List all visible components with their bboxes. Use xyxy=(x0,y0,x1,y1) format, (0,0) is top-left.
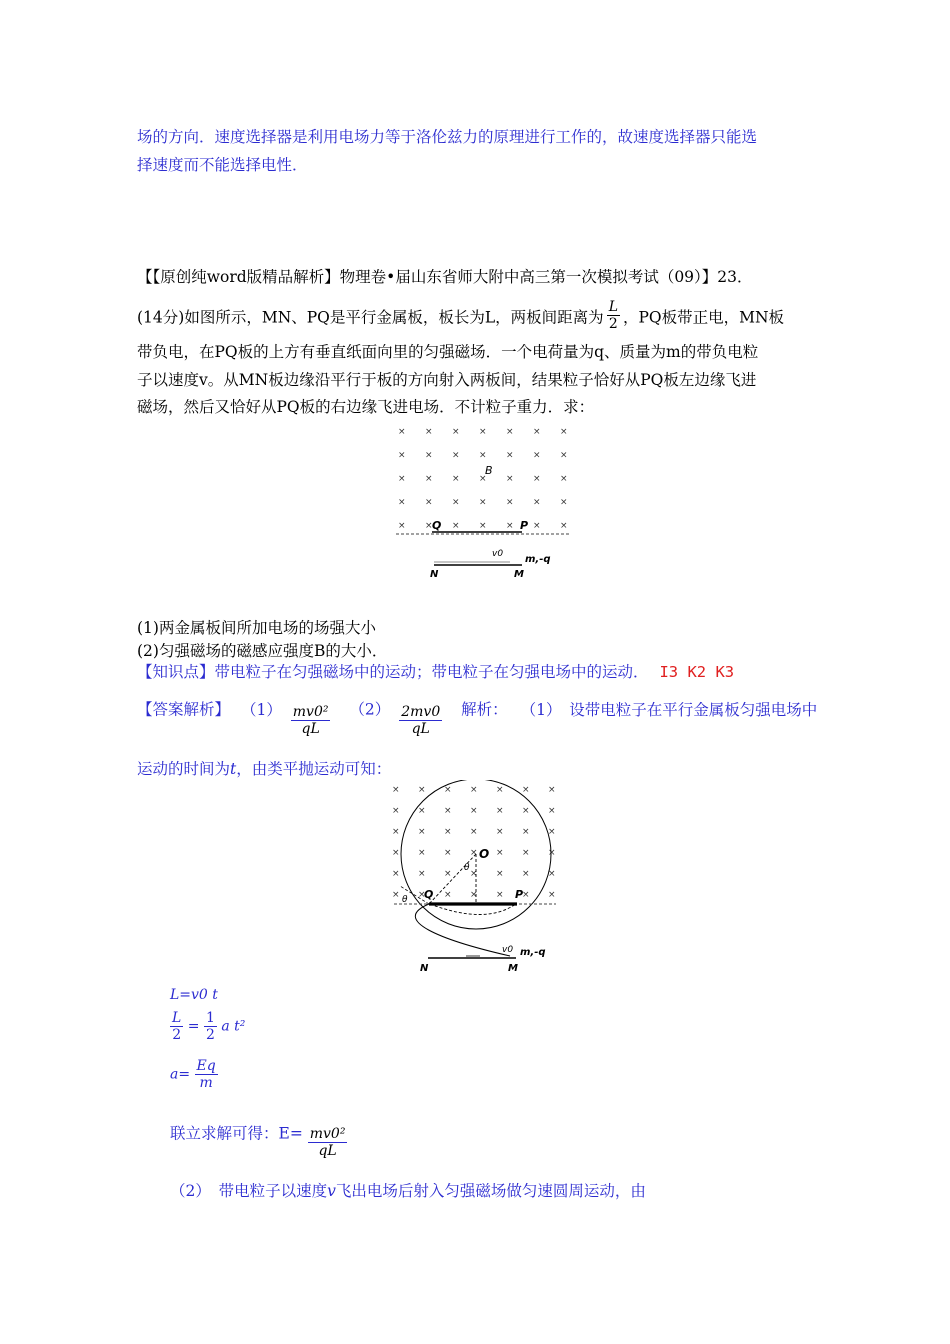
cross-mark: × xyxy=(398,450,406,461)
cross-mark: × xyxy=(452,521,460,531)
answer-1-fraction: $\frac{\text{mv0²}}{qL}$ xyxy=(292,704,329,737)
cross-mark: × xyxy=(496,827,504,837)
answer-2-fraction: $\frac{2mv0}{qL}$ xyxy=(401,704,441,737)
cross-mark: × xyxy=(392,890,400,900)
label-O: O xyxy=(479,847,490,861)
cross-mark: × xyxy=(506,427,514,437)
cross-mark: × xyxy=(392,869,400,879)
cross-mark: × xyxy=(444,890,452,900)
label-v0: v0 xyxy=(492,549,504,559)
question-line-2: 带负电，在PQ板的上方有垂直纸面向里的匀强磁场．一个电荷量为q、质量为m的带负电粒 xyxy=(137,343,759,361)
cross-mark: × xyxy=(560,521,568,531)
cross-mark: × xyxy=(506,497,514,508)
question-sub-1: (1)两金属板间所加电场的场强大小 xyxy=(137,619,376,637)
figure-1-diagram xyxy=(392,422,572,582)
cross-mark: × xyxy=(560,427,568,437)
cross-mark: × xyxy=(398,497,406,508)
cross-mark: × xyxy=(418,806,426,816)
knowledge-codes: I3 K2 K3 xyxy=(659,663,735,681)
cross-mark: × xyxy=(392,806,400,816)
cross-mark: × xyxy=(444,785,452,795)
label-theta-2: θ xyxy=(402,895,408,905)
cross-mark: × xyxy=(444,806,452,816)
question-line-1: (14分)如图所示，MN、PQ是平行金属板，板长为L，两板间距离为 $\frac{L}{2}$ ，PQ板带正电，MN板 xyxy=(137,299,785,332)
cross-mark: × xyxy=(444,848,452,858)
question-sub-2: (2)匀强磁场的磁感应强度B的大小． xyxy=(137,642,388,660)
answer-line-2: 运动的时间为t，由类平抛运动可知： xyxy=(137,760,392,778)
label-m-q: m,-q xyxy=(520,947,546,958)
cross-mark: × xyxy=(522,869,530,879)
question-header: 【【原创纯word版精品解析】物理卷•届山东省师大附中高三第一次模拟考试（09）】23． xyxy=(137,268,753,286)
label-M: M xyxy=(514,569,524,580)
cross-mark: × xyxy=(392,848,400,858)
label-P: P xyxy=(515,888,524,901)
cross-mark: × xyxy=(560,450,568,461)
label-theta-1: θ xyxy=(464,863,470,873)
cross-mark: × xyxy=(533,521,541,531)
equation-2: $\frac{L}{2}$ = $\frac{1}{2}$ a t² xyxy=(172,1010,246,1043)
cross-mark: × xyxy=(548,785,556,795)
cross-mark: × xyxy=(425,427,433,437)
knowledge-point: 【知识点】带电粒子在匀强磁场中的运动；带电粒子在匀强电场中的运动． I3 K2 K3 xyxy=(137,663,735,681)
label-v0: v0 xyxy=(502,945,514,955)
figure-2-diagram xyxy=(390,780,560,980)
cross-mark: × xyxy=(548,890,556,900)
cross-mark: × xyxy=(533,450,541,461)
answer-tag: 【答案解析】 xyxy=(137,700,231,719)
cross-mark: × xyxy=(398,474,406,484)
cross-mark: × xyxy=(506,521,514,531)
cross-mark: × xyxy=(506,450,514,461)
intro-line-2: 择速度而不能选择电性． xyxy=(137,156,308,174)
cross-mark: × xyxy=(496,785,504,795)
cross-mark: × xyxy=(470,890,478,900)
cross-mark: × xyxy=(470,848,478,858)
cross-mark: × xyxy=(392,785,400,795)
cross-mark: × xyxy=(522,827,530,837)
fraction-L-over-2: $\frac{L}{2}$ xyxy=(608,299,618,332)
question-line-4: 磁场，然后又恰好从PQ板的右边缘飞进电场．不计粒子重力．求： xyxy=(137,398,595,416)
part-2-line: （2） 带电粒子以速度v飞出电场后射入匀强磁场做匀速圆周运动，由 xyxy=(170,1182,646,1200)
magnetic-field-crosses xyxy=(398,427,568,531)
cross-mark: × xyxy=(496,890,504,900)
cross-mark: × xyxy=(444,869,452,879)
cross-mark: × xyxy=(548,806,556,816)
cross-mark: × xyxy=(479,474,487,484)
intro-line-1: 场的方向．速度选择器是利用电场力等于洛伦兹力的原理进行工作的，故速度选择器只能选 xyxy=(137,128,758,146)
magnetic-field-crosses xyxy=(392,785,556,900)
cross-mark: × xyxy=(470,785,478,795)
cross-mark: × xyxy=(398,521,406,531)
cross-mark: × xyxy=(444,827,452,837)
cross-mark: × xyxy=(548,869,556,879)
knowledge-tag: 【知识点】 xyxy=(137,663,215,681)
label-Q: Q xyxy=(432,519,442,532)
question-line-3: 子以速度v。从MN板边缘沿平行于板的方向射入两板间，结果粒子恰好从PQ板左边缘飞进 xyxy=(137,371,757,389)
cross-mark: × xyxy=(418,848,426,858)
label-B: B xyxy=(485,464,493,477)
cross-mark: × xyxy=(560,497,568,508)
parabolic-path xyxy=(415,904,510,956)
cross-mark: × xyxy=(418,890,426,900)
label-P: P xyxy=(520,519,529,532)
cross-mark: × xyxy=(470,869,478,879)
label-M: M xyxy=(508,963,518,974)
cross-mark: × xyxy=(522,848,530,858)
cross-mark: × xyxy=(418,827,426,837)
cross-mark: × xyxy=(392,827,400,837)
cross-mark: × xyxy=(479,497,487,508)
label-N: N xyxy=(430,569,439,580)
cross-mark: × xyxy=(548,827,556,837)
equation-1: L=v0 t xyxy=(170,987,218,1003)
label-Q: Q xyxy=(424,888,434,901)
cross-mark: × xyxy=(425,497,433,508)
equation-3: a= $\frac{Eq}{m}$ xyxy=(170,1058,216,1091)
cross-mark: × xyxy=(470,827,478,837)
cross-mark: × xyxy=(452,450,460,461)
cross-mark: × xyxy=(533,474,541,484)
cross-mark: × xyxy=(522,806,530,816)
label-N: N xyxy=(420,963,429,974)
cross-mark: × xyxy=(425,474,433,484)
cross-mark: × xyxy=(496,806,504,816)
cross-mark: × xyxy=(479,450,487,461)
cross-mark: × xyxy=(479,521,487,531)
cross-mark: × xyxy=(506,474,514,484)
cross-mark: × xyxy=(496,848,504,858)
cross-mark: × xyxy=(452,474,460,484)
cross-mark: × xyxy=(398,427,406,437)
cross-mark: × xyxy=(452,427,460,437)
cross-mark: × xyxy=(479,427,487,437)
cross-mark: × xyxy=(425,521,433,531)
cross-mark: × xyxy=(418,869,426,879)
equation-4: 联立求解可得：E= $\frac{\text{mv0²}}{qL}$ xyxy=(170,1124,346,1159)
answer-line-1: 【答案解析】 （1） $\frac{\text{mv0²}}{qL}$ （2） $\frac{2mv0}{qL}$ 解析： （1） 设带电粒子在平行金属板匀强电场中 xyxy=(137,700,818,737)
cross-mark: × xyxy=(522,890,530,900)
cross-mark: × xyxy=(452,497,460,508)
cross-mark: × xyxy=(418,785,426,795)
cross-mark: × xyxy=(548,848,556,858)
cross-mark: × xyxy=(470,806,478,816)
cross-mark: × xyxy=(533,497,541,508)
cross-mark: × xyxy=(425,450,433,461)
cross-mark: × xyxy=(560,474,568,484)
cross-mark: × xyxy=(522,785,530,795)
label-m-q: m,-q xyxy=(525,554,551,565)
cross-mark: × xyxy=(496,869,504,879)
cross-mark: × xyxy=(533,427,541,437)
